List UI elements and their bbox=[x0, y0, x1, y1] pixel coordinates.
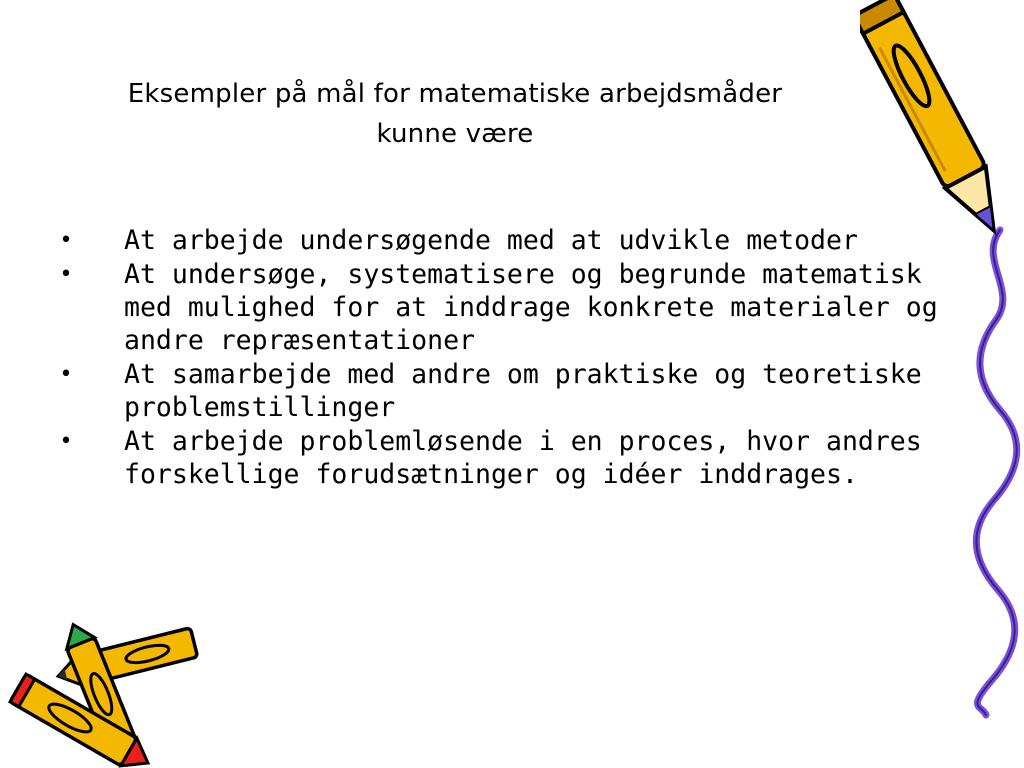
bullet-item bbox=[56, 358, 966, 424]
bullet-text: At samarbejde med andre om praktiske og teoretiske problemstillinger bbox=[124, 359, 922, 423]
bullet-marker: • bbox=[59, 429, 73, 454]
bullet-item bbox=[56, 258, 966, 357]
wavy-border-decoration bbox=[960, 220, 1024, 720]
bullet-list bbox=[56, 224, 966, 492]
bullet-marker: • bbox=[59, 262, 73, 287]
bullet-marker: • bbox=[59, 228, 73, 253]
bullet-item bbox=[56, 425, 966, 491]
crayons-icon bbox=[0, 618, 210, 768]
slide-title-line-2: kunne være bbox=[376, 119, 534, 149]
slide-title-line-1: Eksempler på mål for matematiske arbejdsmåder bbox=[127, 79, 783, 109]
slide-title bbox=[30, 74, 880, 154]
bullet-item bbox=[56, 224, 966, 257]
bullet-text: At arbejde problemløsende i en proces, hvor andres forskellige forudsætninger og idéer inddrages. bbox=[124, 426, 922, 490]
pencil-icon bbox=[860, 0, 1010, 245]
bullet-marker: • bbox=[59, 362, 73, 387]
bullet-text: At undersøge, systematisere og begrunde matematisk med mulighed for at inddrage konkrete materialer og andre repræsentationer bbox=[124, 259, 938, 356]
bullet-text: At arbejde undersøgende med at udvikle metoder bbox=[124, 225, 858, 256]
